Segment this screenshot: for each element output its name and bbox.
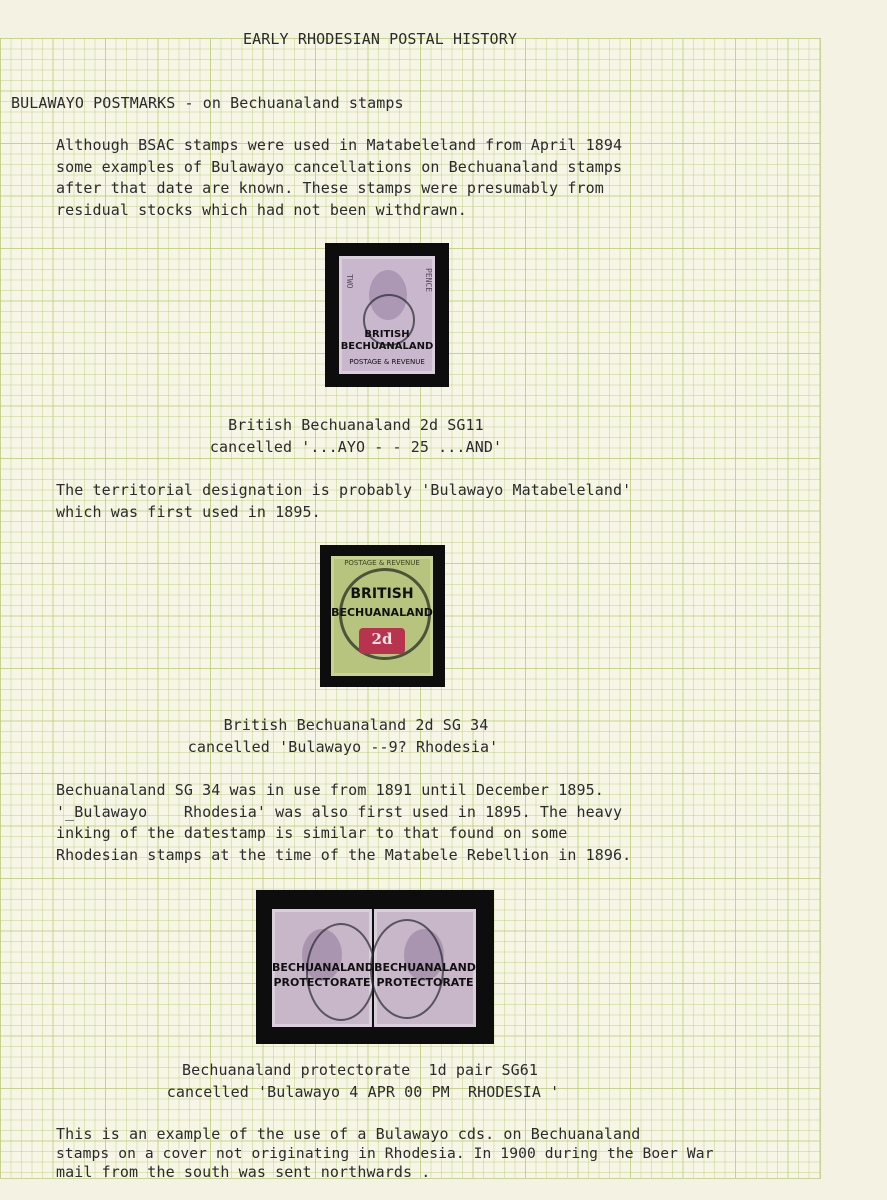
overprint-british: BRITISH [364, 329, 410, 340]
overprint-bechuanaland: BECHUANALAND [340, 341, 434, 352]
intro-line: some examples of Bulawayo cancellations on Bechuanaland stamps [56, 158, 623, 176]
intro-line: residual stocks which had not been withdrawn. [56, 201, 467, 219]
stamp-british-bechuanaland-2d [339, 256, 435, 374]
para4-line: mail from the south was sent northwards . [56, 1163, 431, 1181]
stamp-side-text-right: PENCE [424, 268, 433, 293]
stamp-side-text-left: TWO [345, 274, 354, 289]
caption-stamp-1-cancel: cancelled '...AYO - - 25 ...AND' [209, 438, 503, 456]
para4-line: stamps on a cover not originating in Rhodesia. In 1900 during the Boer War [56, 1145, 714, 1162]
overprint-bechuanaland: BECHUANALAND [374, 961, 476, 974]
stamp-bechuanaland-protectorate-1d-right [374, 909, 476, 1027]
overprint-british: BRITISH [350, 586, 414, 602]
section-heading: BULAWAYO POSTMARKS - on Bechuanaland stamps [11, 94, 404, 112]
para2-line: The territorial designation is probably 'Bulawayo Matabeleland' [56, 481, 632, 499]
intro-line: Although BSAC stamps were used in Matabeleland from April 1894 [56, 136, 623, 154]
caption-stamp-2: British Bechuanaland 2d SG 34 [223, 716, 489, 734]
caption-stamp-2-cancel: cancelled 'Bulawayo --9? Rhodesia' [187, 738, 499, 756]
para3-line: '_Bulawayo Rhodesia' was also first used in 1895. The heavy [56, 803, 623, 821]
overprint-protectorate: PROTECTORATE [273, 976, 371, 989]
stamp-value: 2d [371, 630, 393, 648]
caption-stamp-3-cancel: cancelled 'Bulawayo 4 APR 00 PM RHODESIA ' [166, 1083, 560, 1101]
stamp-bechuanaland-protectorate-1d-left [272, 909, 372, 1027]
overprint-protectorate: PROTECTORATE [376, 976, 474, 989]
stamp-mount-2 [320, 545, 445, 687]
stamp-top-text: POSTAGE & REVENUE [344, 559, 420, 567]
para2-line: which was first used in 1895. [56, 503, 321, 521]
stamp-mount-1 [325, 243, 449, 387]
caption-stamp-3: Bechuanaland protectorate 1d pair SG61 [181, 1061, 539, 1079]
intro-line: after that date are known. These stamps were presumably from [56, 179, 604, 197]
para3-line: Bechuanaland SG 34 was in use from 1891 until December 1895. [56, 781, 604, 799]
overprint-bechuanaland: BECHUANALAND [272, 961, 374, 974]
stamp-bottom-text: POSTAGE & REVENUE [349, 358, 425, 366]
caption-stamp-1: British Bechuanaland 2d SG11 [228, 416, 484, 434]
page-title: EARLY RHODESIAN POSTAL HISTORY [243, 30, 517, 48]
para3-line: inking of the datestamp is similar to that found on some [56, 824, 568, 842]
overprint-bechuanaland: BECHUANALAND [331, 606, 433, 619]
para4-line: This is an example of the use of a Bulawayo cds. on Bechuanaland [56, 1125, 641, 1143]
para3-line: Rhodesian stamps at the time of the Matabele Rebellion in 1896. [56, 846, 632, 864]
stamp-british-bechuanaland-2d-sg34 [331, 556, 433, 676]
stamp-mount-3 [256, 890, 494, 1044]
